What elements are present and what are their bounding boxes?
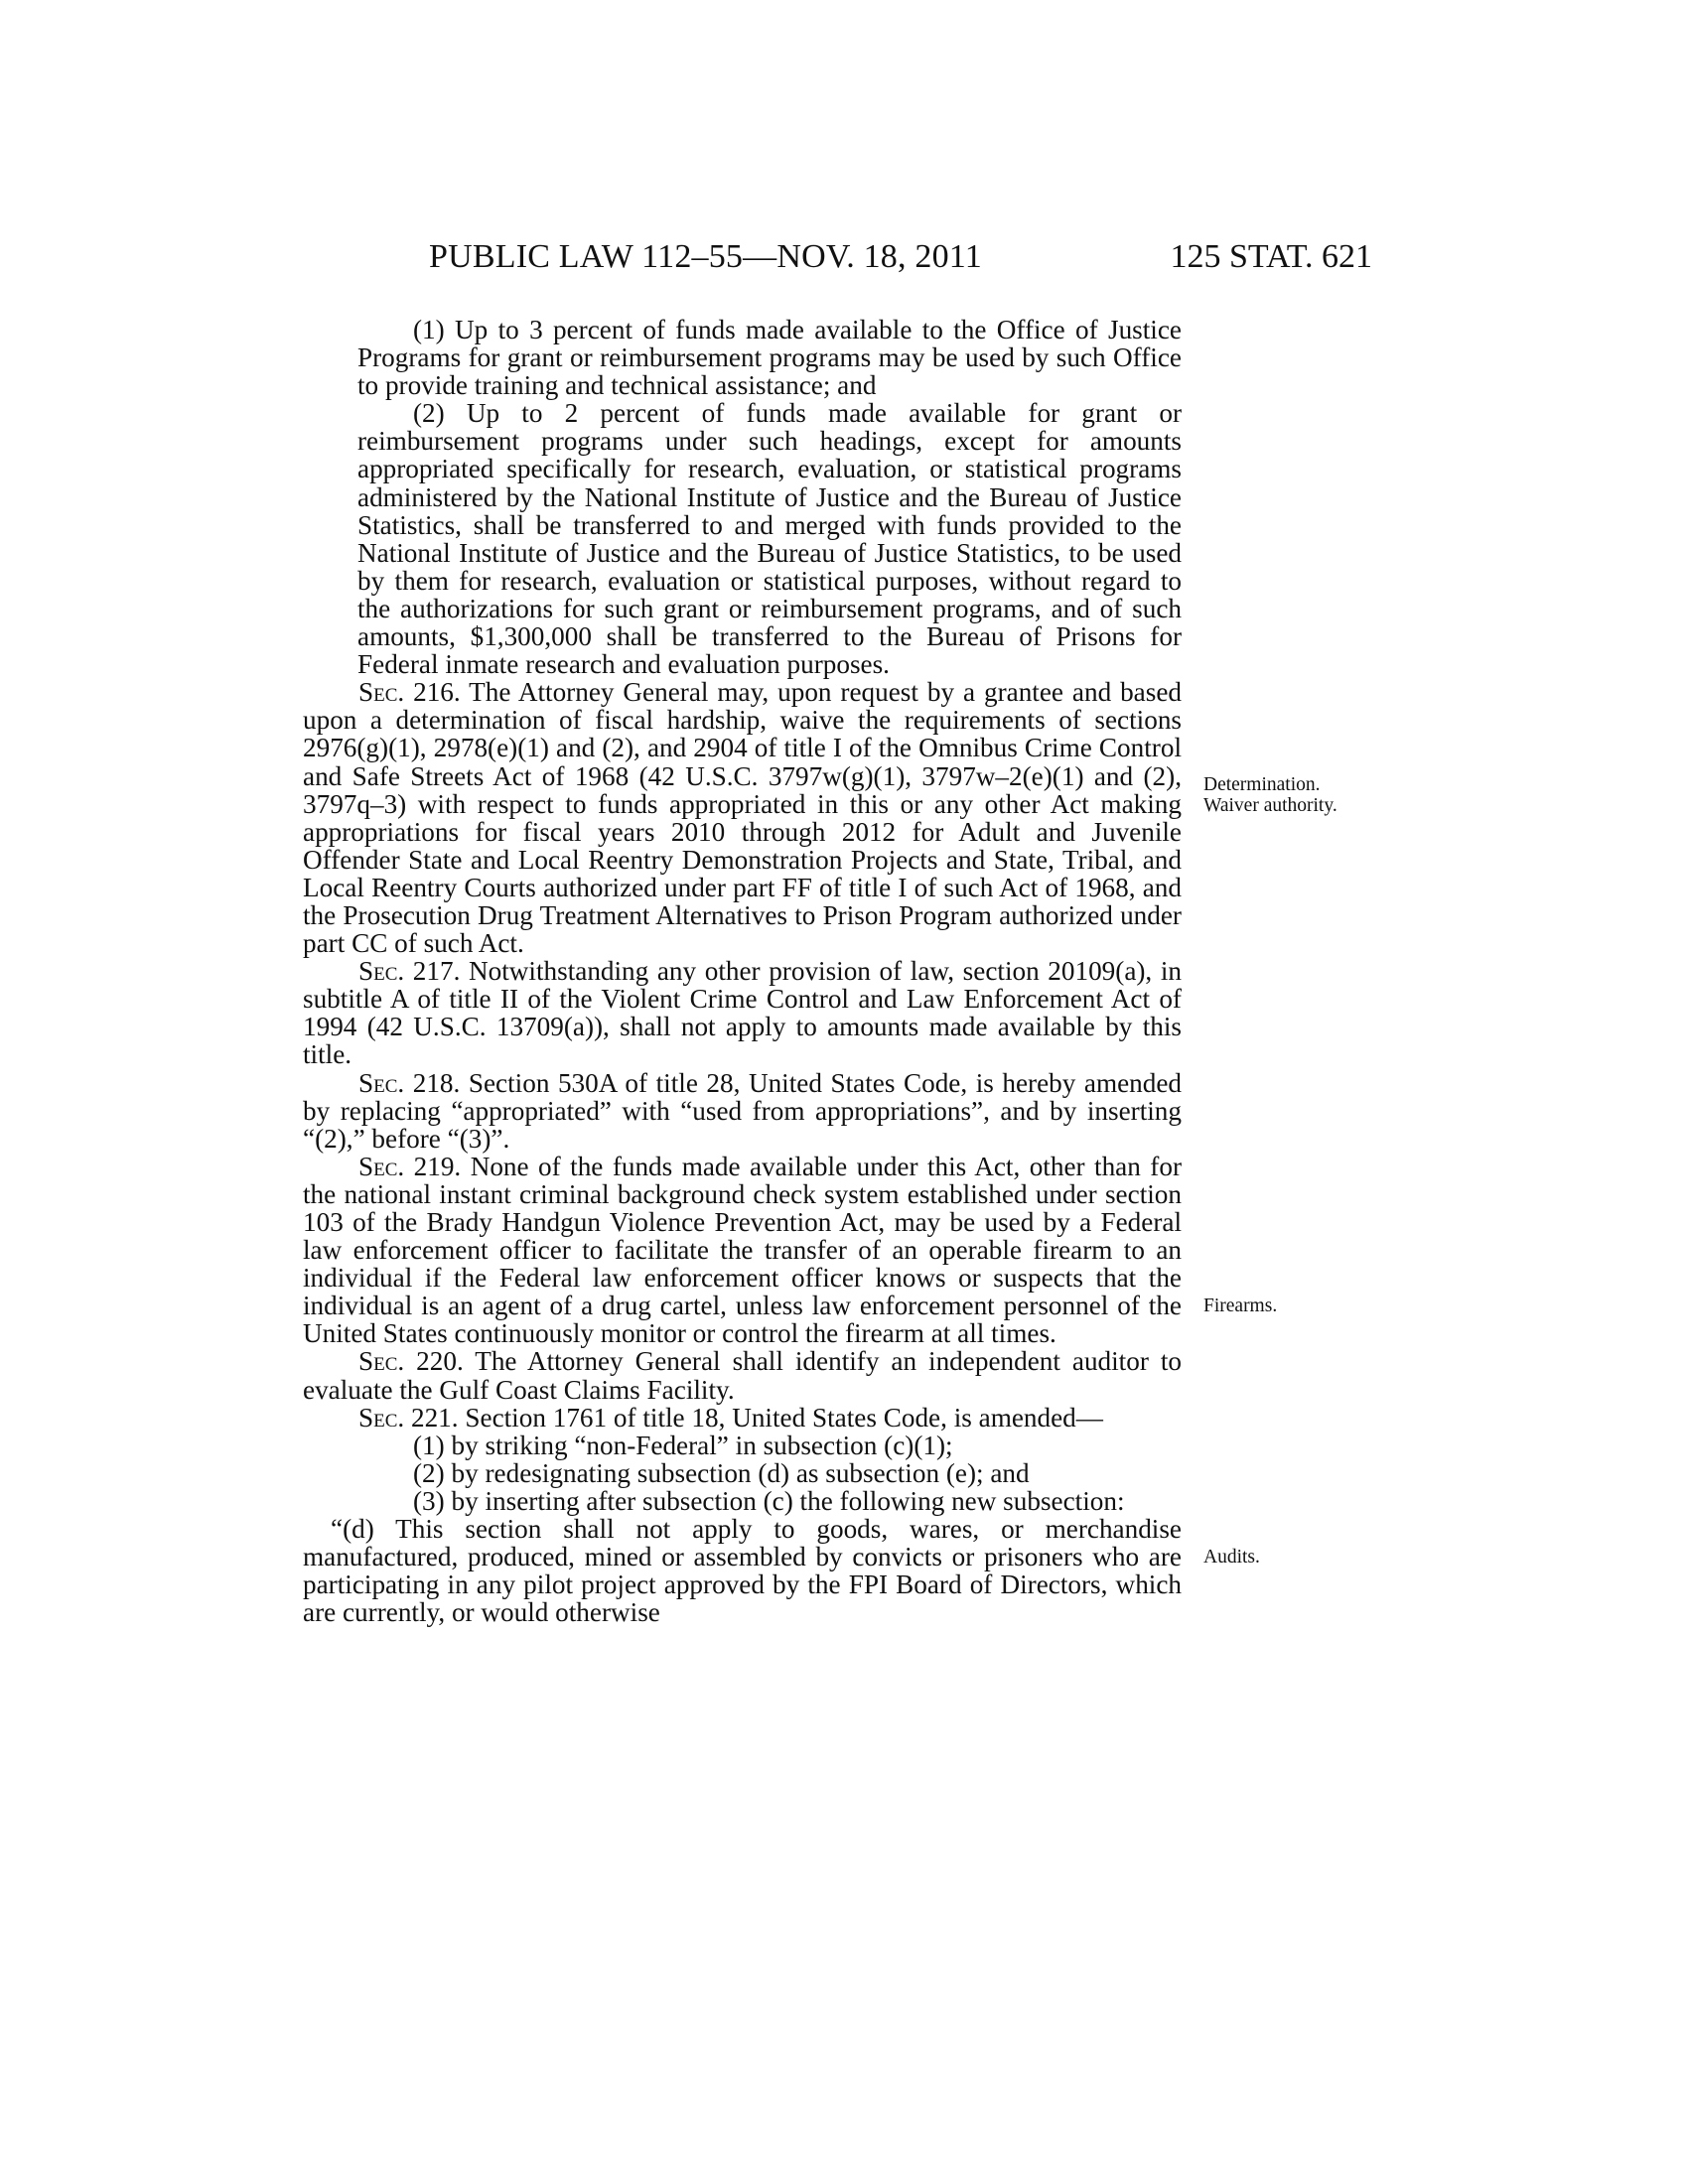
body-text bbox=[303, 316, 1182, 1626]
margin-note-waiver-authority: Waiver authority. bbox=[1203, 795, 1337, 816]
section-219-label: Sec. 219. bbox=[358, 1151, 462, 1181]
section-217-text: Notwithstanding any other provision of law, section 20109(a), in subtitle A of title II of the Violent Crime Control and Law Enforcement Act of 1994 (42 U.S.C. 13709(a)), shall not apply to amounts made available by this title. bbox=[303, 956, 1182, 1070]
public-law-citation: PUBLIC LAW 112–55—NOV. 18, 2011 bbox=[429, 238, 982, 275]
section-220-text: The Attorney General shall identify an independent auditor to evaluate the Gulf Coast Claims Facility. bbox=[303, 1346, 1182, 1405]
quoted-subsection-d: “(d) This section shall not apply to goods, wares, or merchandise manufactured, produced, mined or assembled by convicts or prisoners who are participating in any pilot project approved by the FPI Board of Directors, which are currently, or would otherwise bbox=[303, 1514, 1182, 1628]
margin-note-firearms: Firearms. bbox=[1203, 1296, 1278, 1316]
margin-note-determination: Determination. bbox=[1203, 774, 1321, 795]
section-221 bbox=[303, 1404, 1182, 1432]
section-219-text: None of the funds made available under this Act, other than for the national instant criminal background check system established under section 103 of the Brady Handgun Violence Prevention Act, may be used by a Federal law enforcement officer to facilitate the transfer of an operable firearm to an individual if the Federal law enforcement officer knows or suspects that the individual is an agent of a drug cartel, unless law enforcement personnel of the United States continuously monitor or control the firearm at all times. bbox=[303, 1151, 1182, 1349]
section-216-label: Sec. 216. bbox=[358, 677, 461, 708]
section-216-text: The Attorney General may, upon request by a grantee and based upon a determination of fiscal hardship, waive the requirements of sections 2976(g)(1), 2978(e)(1) and (2), and 2904 of title I of the Omnibus Crime Control and Safe Streets Act of 1968 (42 U.S.C. 3797w(g)(1), 3797w–2(e)(1) and (2), 3797q–3) with respect to funds appropriated in this or any other Act making appropriations for fiscal years 2010 through 2012 for Adult and Juvenile Offender State and Local Reentry Demonstration Projects and State, Tribal, and Local Reentry Courts authorized under part FF of title I of such Act of 1968, and the Prosecution Drug Treatment Alternatives to Prison Program authorized under part CC of such Act. bbox=[303, 677, 1182, 959]
paragraph-1: (1) Up to 3 percent of funds made available to the Office of Justice Programs for grant or reimbursement programs may be used by such Office to provide training and technical assistance; and bbox=[357, 315, 1182, 401]
margin-note-audits: Audits. bbox=[1203, 1547, 1260, 1568]
section-221-label: Sec. 221. bbox=[358, 1402, 459, 1433]
section-216 bbox=[303, 678, 1182, 957]
statute-page-number: 125 STAT. 621 bbox=[1170, 238, 1372, 275]
section-221-item-1: (1) by striking “non-Federal” in subsection (c)(1); bbox=[413, 1430, 953, 1460]
section-220-label: Sec. 220. bbox=[358, 1346, 464, 1377]
section-221-item-2: (2) by redesignating subsection (d) as subsection (e); and bbox=[413, 1457, 1030, 1488]
section-221-text: Section 1761 of title 18, United States Code, is amended— bbox=[458, 1402, 1103, 1433]
section-218-label: Sec. 218. bbox=[358, 1067, 461, 1098]
section-217 bbox=[303, 957, 1182, 1068]
section-219 bbox=[303, 1153, 1182, 1348]
page-header bbox=[429, 238, 1372, 282]
section-220 bbox=[303, 1347, 1182, 1403]
section-221-item-3: (3) by inserting after subsection (c) the following new subsection: bbox=[413, 1485, 1125, 1516]
section-218-text: Section 530A of title 28, United States Code, is hereby amended by replacing “appropriated” with “used from appropriations”, and by inserting “(2),” before “(3)”. bbox=[303, 1067, 1183, 1154]
paragraph-2: (2) Up to 2 percent of funds made available for grant or reimbursement programs under such headings, except for amounts appropriated specifically for research, evaluation, or statistical programs administered by the National Institute of Justice and the Bureau of Justice Statistics, shall be transferred to and merged with funds provided to the National Institute of Justice and the Bureau of Justice Statistics, to be used by them for research, evaluation or statistical purposes, without regard to the authorizations for such grant or reimbursement programs, and of such amounts, $1,300,000 shall be transferred to the Bureau of Prisons for Federal inmate research and evaluation purposes. bbox=[357, 398, 1182, 680]
section-217-label: Sec. 217. bbox=[358, 956, 461, 987]
section-218 bbox=[303, 1069, 1182, 1153]
